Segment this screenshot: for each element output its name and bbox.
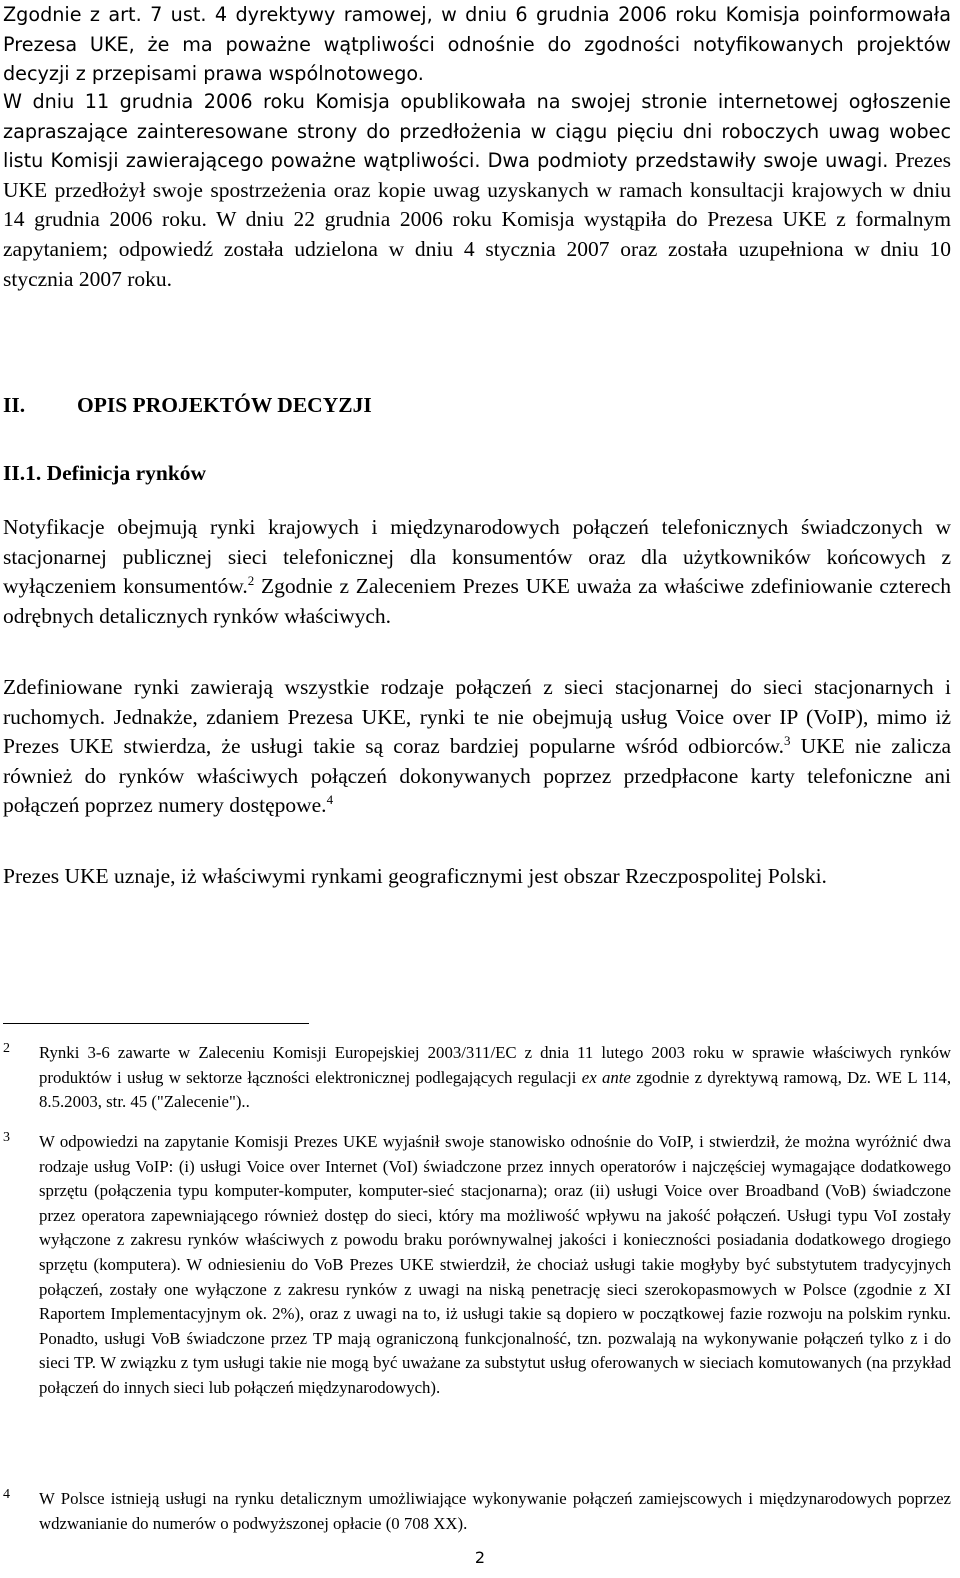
subsection-heading: II.1. Definicja rynków: [3, 461, 207, 485]
footnote-2: [3, 1041, 951, 1115]
section-number: II.: [3, 393, 26, 417]
footnote-ref-3[interactable]: 3: [784, 733, 791, 749]
footnote-4: [3, 1487, 951, 1536]
paragraph-consultation-part1: W dniu 11 grudnia 2006 roku Komisja opublikowała na swojej stronie internetowej ogłoszenie zapraszające zainteresowane strony do przedłożenia w ciągu pięciu dni roboczych uwag wobec listu Komisji zawierającego poważne wątpliwości. Dwa podmioty przedstawiły swoje uwagi.: [3, 90, 951, 173]
page-number: 2: [474, 1548, 486, 1567]
paragraph-defined-markets-text-b: UKE nie zalicza również do rynków właściwych połączeń dokonywanych poprzez przedpłacone karty telefoniczne ani połączeń poprzez numery dostępowe.: [3, 734, 951, 818]
footnote-2-text: [39, 1041, 951, 1115]
footnote-3: [3, 1130, 951, 1401]
footnote-3-text: W odpowiedzi na zapytanie Komisji Prezes UKE wyjaśnił swoje stanowisko odnośnie do VoIP, i stwierdził, że można wyróżnić dwa rodzaje usług VoIP: (i) usługi Voice over Internet (VoI) świadczone przez innych operatorów i najczęściej wymagające dodatkowego sprzętu (połączenia typu komputer-komputer, komputer-sieć stacjonarna); oraz (ii) usługi Voice over Broadband (VoB) świadczone przez operatora zapewniającego również dostęp do sieci, który ma możliwość wpływu na jakość połączeń. Usługi typu VoI zostały wyłączone z zakresu rynków właściwych z powodu braku porównywalnej jakości i konieczności posiadania dodatkowego drogiego sprzętu (komputera). W odniesieniu do VoB Prezes UKE stwierdził, że chociaż usługi takie mogłyby być substytutem tradycyjnych połączeń, zostały one wyłączone z zakresu rynków z uwagi na niską penetrację sieci szerokopasmowych w Polsce (zgodnie z XI Raportem Implementacyjnym ok. 2%), oraz z uwagi na to, iż usługi takie są dopiero w początkowej fazie rozwoju na polskim rynku. Ponadto, usługi VoB świadczone przez TP mają ograniczoną funkcjonalność, tzn. pozwalają na wykonywanie połączeń tylko z i do sieci TP. W związku z tym usługi takie nie mogą być uważane za substytut usług oferowanych w sieciach komutowanych (na przykład połączeń do innych sieci lub połączeń międzynarodowych).: [39, 1132, 951, 1397]
footnote-3-number: 3: [3, 1130, 10, 1145]
footnote-ref-4[interactable]: 4: [326, 792, 334, 808]
paragraph-defined-markets: [3, 673, 951, 821]
footnote-2-text-a: Rynki 3-6 zawarte w Zaleceniu Komisji Europejskiej 2003/311/EC z dnia 11 lutego 2003 roku w sprawie właściwych rynków produktów i usług w sektorze łączności elektronicznej podlegających regulacji: [39, 1043, 951, 1087]
footnote-ref-2[interactable]: 2: [247, 573, 255, 589]
footnote-2-text-b: zgodnie z dyrektywą ramową, Dz. WE L 114, 8.5.2003, str. 45 ("Zalecenie")..: [39, 1067, 952, 1112]
paragraph-notifications: [3, 513, 951, 631]
footnote-4-text: W Polsce istnieją usługi na rynku detalicznym umożliwiające wykonywanie połączeń zamiejscowych i międzynarodowych poprzez wdzwanianie do numerów o podwyższonej opłacie (0 708 XX).: [39, 1489, 951, 1533]
paragraph-consultation: [3, 87, 951, 294]
paragraph-article7: Zgodnie z art. 7 ust. 4 dyrektywy ramowej, w dniu 6 grudnia 2006 roku Komisja poinformowała Prezesa UKE, że ma poważne wątpliwości odnośnie do zgodności notyfikowanych projektów decyzji z przepisami prawa wspólnotowego.: [3, 3, 951, 86]
footnote-2-number: 2: [3, 1041, 10, 1056]
footnote-2-italic: ex ante: [581, 1067, 631, 1087]
footnote-4-number: 4: [3, 1487, 10, 1502]
footnote-separator: [3, 1023, 309, 1024]
paragraph-geographic-market: Prezes UKE uznaje, iż właściwymi rynkami geograficznymi jest obszar Rzeczpospolitej Polski.: [3, 864, 827, 888]
section-title: OPIS PROJEKTÓW DECYZJI: [77, 393, 372, 417]
section-heading: [3, 391, 372, 420]
paragraph-notifications-text-a: Notyfikacje obejmują rynki krajowych i międzynarodowych połączeń telefonicznych świadczonych w stacjonarnej publicznej sieci telefonicznej dla konsumentów oraz dla użytkowników końcowych z wyłączeniem konsumentów.: [3, 515, 951, 599]
paragraph-consultation-part2: Prezes UKE przedłożył swoje spostrzeżenia oraz kopie uwag uzyskanych w ramach konsultacji krajowych w dniu 14 grudnia 2006 roku. W dniu 22 grudnia 2006 roku Komisja wystąpiła do Prezesa UKE z formalnym zapytaniem; odpowiedź została udzielona w dniu 4 stycznia 2007 oraz została uzupełniona w dniu 10 stycznia 2007 roku.: [3, 148, 951, 291]
paragraph-notifications-text-b: Zgodnie z Zaleceniem Prezes UKE uważa za właściwe zdefiniowanie czterech odrębnych detalicznych rynków właściwych.: [3, 574, 951, 628]
paragraph-defined-markets-text-a: Zdefiniowane rynki zawierają wszystkie rodzaje połączeń z sieci stacjonarnej do sieci stacjonarnych i ruchomych. Jednakże, zdaniem Prezesa UKE, rynki te nie obejmują usług Voice over IP (VoIP), mimo iż Prezes UKE stwierdza, że usługi takie są coraz bardziej popularne wśród odbiorców.: [3, 675, 951, 759]
